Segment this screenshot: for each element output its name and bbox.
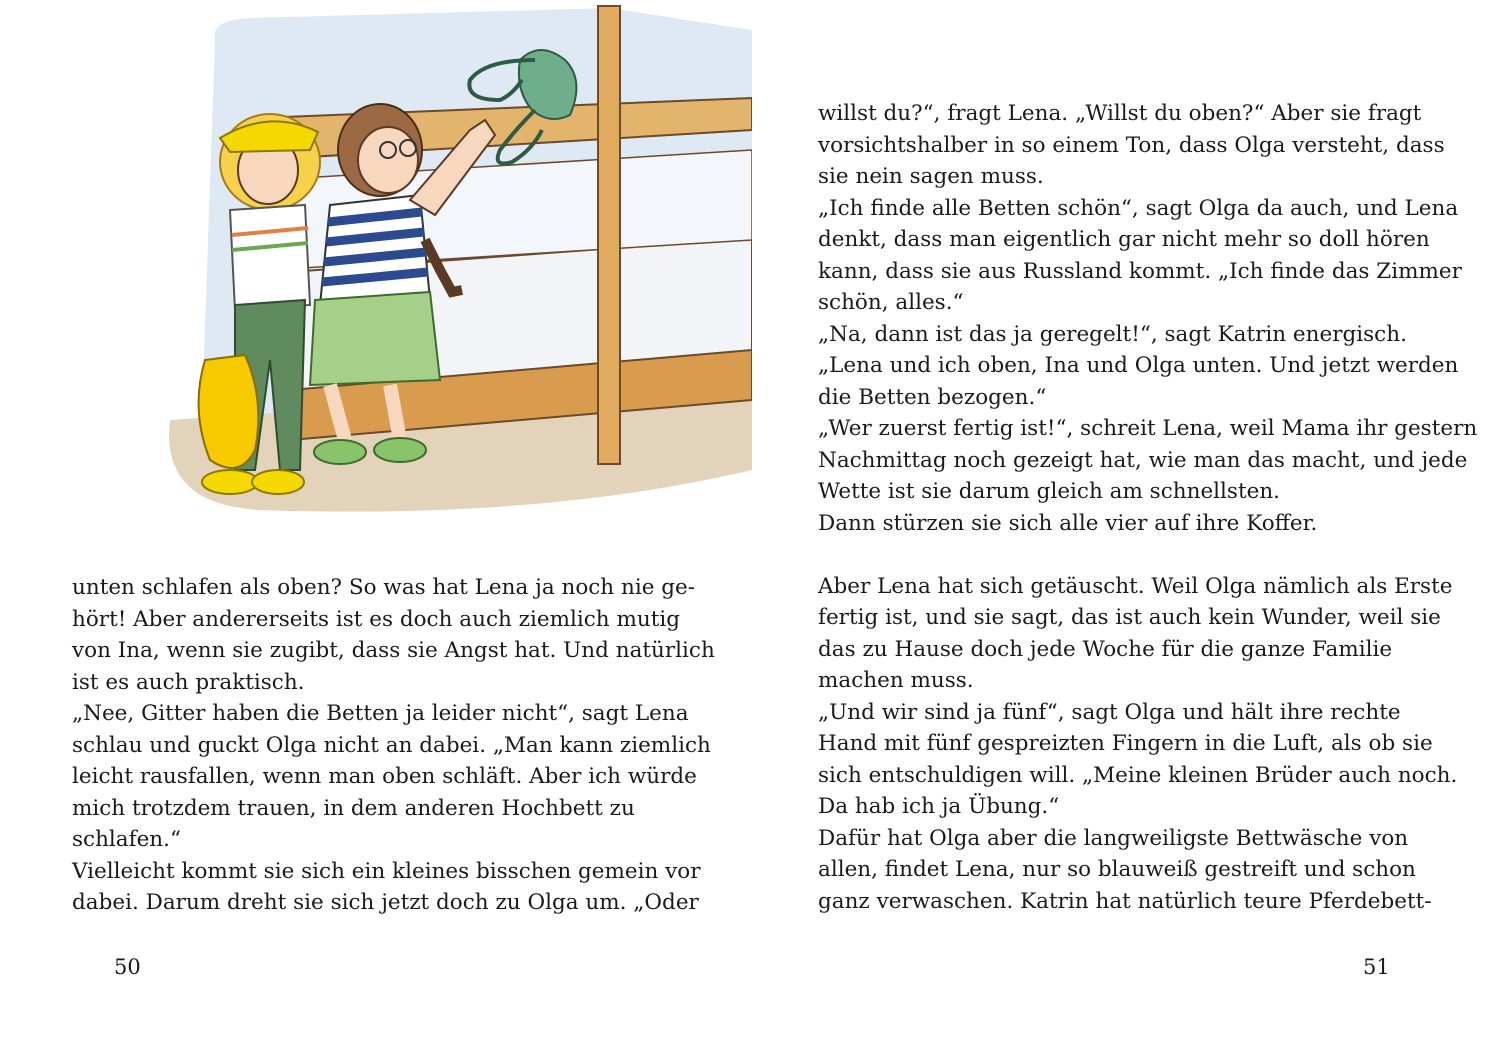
text-line: Wette ist sie darum gleich am schnellsten. xyxy=(818,479,1281,504)
text-line: sich entschuldigen will. „Meine kleinen Brüder auch noch. xyxy=(818,762,1458,788)
text-line: „Na, dann ist das ja geregelt!“, sagt Katrin energisch. xyxy=(818,321,1407,347)
text-line: das zu Hause doch jede Woche für die ganze Familie xyxy=(818,636,1393,662)
text-line: schön, alles.“ xyxy=(818,290,964,315)
text-line: leicht rausfallen, wenn man oben schläft. Aber ich würde xyxy=(72,764,697,789)
text-line: willst du?“, fragt Lena. „Willst du oben?“ Aber sie fragt xyxy=(818,101,1422,126)
text-line: allen, findet Lena, nur so blauweiß gestreift und schon xyxy=(818,857,1416,882)
text-line: Dann stürzen sie sich alle vier auf ihre Koffer. xyxy=(818,510,1318,536)
text-line: „Lena und ich oben, Ina und Olga unten. Und jetzt werden xyxy=(818,353,1459,378)
text-line: schlafen.“ xyxy=(72,827,181,852)
text-line: machen muss. xyxy=(818,668,974,693)
text-line: schlau und guckt Olga nicht an dabei. „Man kann ziemlich xyxy=(72,732,711,758)
text-line: „Ich finde alle Betten schön“, sagt Olga da auch, und Lena xyxy=(818,195,1459,221)
text-line: die Betten bezogen.“ xyxy=(818,384,1047,410)
text-line: „Wer zuerst fertig ist!“, schreit Lena, weil Mama ihr gestern xyxy=(818,416,1478,441)
text-line: Hand mit fünf gespreizten Fingern in die Luft, als ob sie xyxy=(818,731,1433,756)
text-line: ist es auch praktisch. xyxy=(72,669,305,695)
text-line: unten schlafen als oben? So was hat Lena ja noch nie ge- xyxy=(72,575,696,600)
text-line: Vielleicht kommt sie sich ein kleines bisschen gemein vor xyxy=(72,858,701,884)
text-line: kann, dass sie aus Russland kommt. „Ich finde das Zimmer xyxy=(818,258,1462,284)
page-number-left: 50 xyxy=(114,955,141,979)
text-line: Nachmittag noch gezeigt hat, wie man das macht, und jede xyxy=(818,447,1468,473)
bunk-bed-illustration xyxy=(140,0,752,525)
text-line: fertig ist, und sie sagt, das ist auch kein Wunder, weil sie xyxy=(818,605,1441,630)
text-line: „Und wir sind ja fünf“, sagt Olga und hält ihre rechte xyxy=(818,699,1401,725)
text-line: hört! Aber andererseits ist es doch auch ziemlich mutig xyxy=(72,606,680,632)
text-line: ganz verwaschen. Katrin hat natürlich teure Pferdebett- xyxy=(818,888,1432,914)
right-page xyxy=(750,0,1500,1056)
paragraph-gap xyxy=(818,539,1477,571)
page-number-right: 51 xyxy=(1363,955,1390,979)
text-line: denkt, dass man eigentlich gar nicht mehr so doll hören xyxy=(818,227,1430,252)
right-page-text xyxy=(818,98,1477,917)
text-line: von Ina, wenn sie zugibt, dass sie Angst hat. Und natürlich xyxy=(72,638,715,663)
left-page-text xyxy=(72,572,715,919)
text-line: sie nein sagen muss. xyxy=(818,164,1044,189)
text-line: „Nee, Gitter haben die Betten ja leider nicht“, sagt Lena xyxy=(72,701,689,726)
text-line: Aber Lena hat sich getäuscht. Weil Olga nämlich als Erste xyxy=(818,573,1453,599)
text-line: vorsichtshalber in so einem Ton, dass Olga versteht, dass xyxy=(818,132,1445,158)
text-line: Dafür hat Olga aber die langweiligste Bettwäsche von xyxy=(818,825,1409,851)
text-line: mich trotzdem trauen, in dem anderen Hochbett zu xyxy=(72,795,635,821)
text-line: dabei. Darum dreht sie sich jetzt doch zu Olga um. „Oder xyxy=(72,890,699,915)
text-line: Da hab ich ja Übung.“ xyxy=(818,794,1060,819)
